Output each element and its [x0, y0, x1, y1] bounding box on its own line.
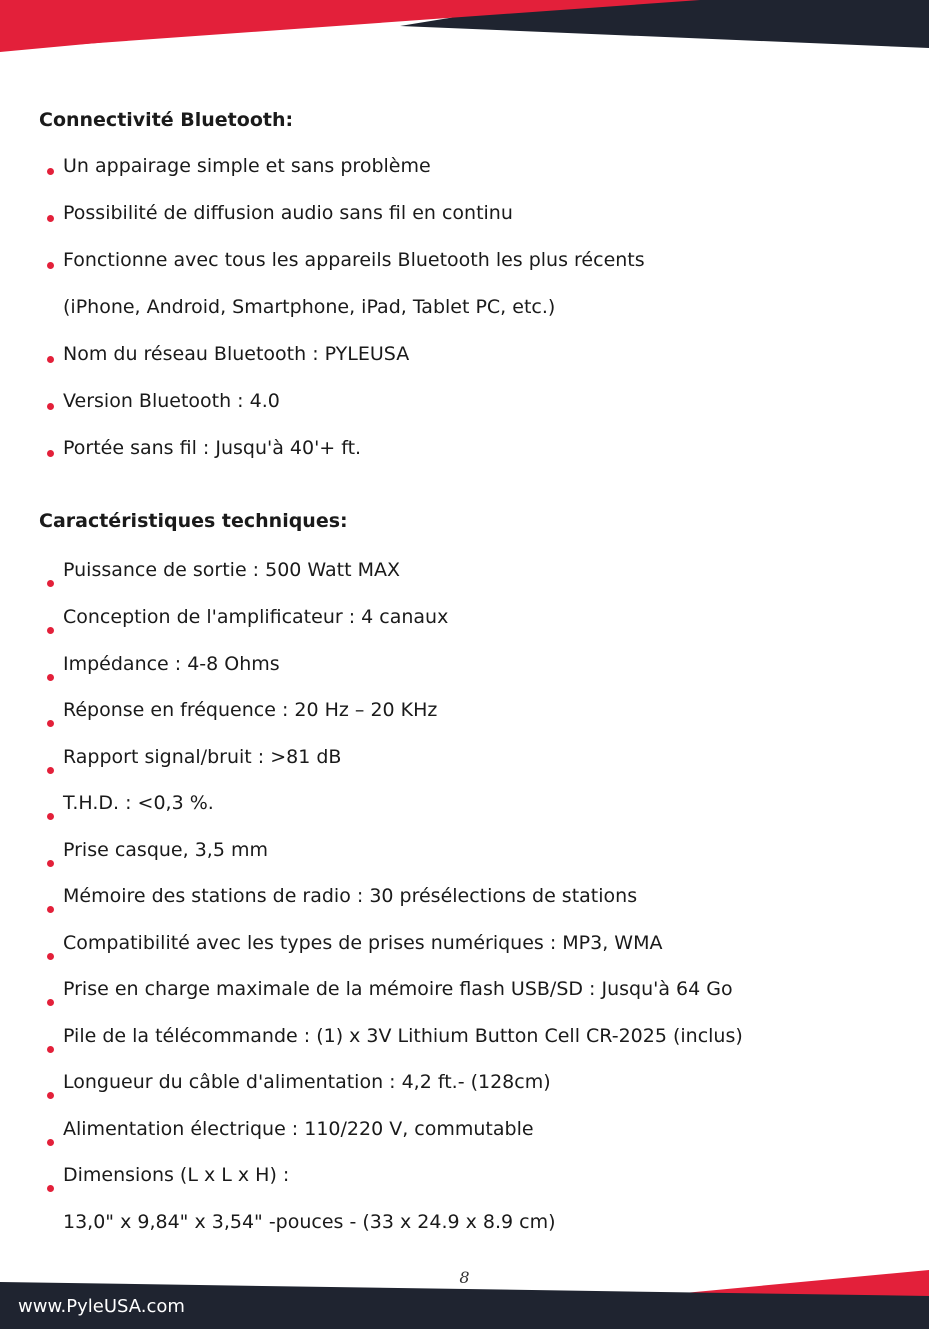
bullet-icon: [47, 953, 54, 960]
bullet-icon: [47, 1092, 54, 1099]
bullet-icon: [47, 450, 54, 457]
spec-item: Rapport signal/bruit : >81 dB: [63, 746, 342, 768]
spec-item: T.H.D. : <0,3 %.: [63, 792, 214, 814]
bullet-icon: [47, 906, 54, 913]
bullet-icon: [47, 860, 54, 867]
bullet-icon: [47, 627, 54, 634]
bluetooth-item: Un appairage simple et sans problème: [63, 155, 431, 177]
bluetooth-item: Fonctionne avec tous les appareils Bluetooth les plus récents: [63, 249, 645, 271]
spec-item: Alimentation électrique : 110/220 V, commutable: [63, 1118, 534, 1140]
spec-item: Pile de la télécommande : (1) x 3V Lithium Button Cell CR-2025 (inclus): [63, 1025, 743, 1047]
spec-item-continuation: 13,0" x 9,84" x 3,54" -pouces - (33 x 24.9 x 8.9 cm): [63, 1211, 556, 1233]
bluetooth-item-continuation: (iPhone, Android, Smartphone, iPad, Tablet PC, etc.): [63, 296, 556, 318]
bluetooth-section-title: Connectivité Bluetooth:: [39, 109, 294, 131]
bullet-icon: [47, 403, 54, 410]
top-banner: [0, 0, 929, 60]
bullet-icon: [47, 1139, 54, 1146]
spec-item: Prise en charge maximale de la mémoire flash USB/SD : Jusqu'à 64 Go: [63, 978, 733, 1000]
bullet-icon: [47, 813, 54, 820]
bullet-icon: [47, 720, 54, 727]
website-link[interactable]: www.PyleUSA.com: [18, 1296, 185, 1317]
spec-item: Dimensions (L x L x H) :: [63, 1164, 290, 1186]
spec-item: Mémoire des stations de radio : 30 présélections de stations: [63, 885, 638, 907]
spec-item: Réponse en fréquence : 20 Hz – 20 KHz: [63, 699, 438, 721]
bullet-icon: [47, 1185, 54, 1192]
bullet-icon: [47, 767, 54, 774]
bullet-icon: [47, 1046, 54, 1053]
spec-item: Conception de l'amplificateur : 4 canaux: [63, 606, 449, 628]
spec-item: Longueur du câble d'alimentation : 4,2 ft.- (128cm): [63, 1071, 551, 1093]
bullet-icon: [47, 674, 54, 681]
specs-section-title: Caractéristiques techniques:: [39, 510, 348, 532]
bluetooth-item: Version Bluetooth : 4.0: [63, 390, 280, 412]
bluetooth-item: Nom du réseau Bluetooth : PYLEUSA: [63, 343, 410, 365]
bullet-icon: [47, 215, 54, 222]
bullet-icon: [47, 262, 54, 269]
bullet-icon: [47, 999, 54, 1006]
spec-item: Puissance de sortie : 500 Watt MAX: [63, 559, 400, 581]
spec-item: Prise casque, 3,5 mm: [63, 839, 268, 861]
bluetooth-item: Possibilité de diffusion audio sans fil en continu: [63, 202, 513, 224]
bullet-icon: [47, 168, 54, 175]
bluetooth-item: Portée sans fil : Jusqu'à 40'+ ft.: [63, 437, 362, 459]
page-number: 8: [459, 1268, 470, 1287]
spec-item: Impédance : 4-8 Ohms: [63, 653, 280, 675]
bullet-icon: [47, 356, 54, 363]
bullet-icon: [47, 580, 54, 587]
spec-item: Compatibilité avec les types de prises numériques : MP3, WMA: [63, 932, 663, 954]
